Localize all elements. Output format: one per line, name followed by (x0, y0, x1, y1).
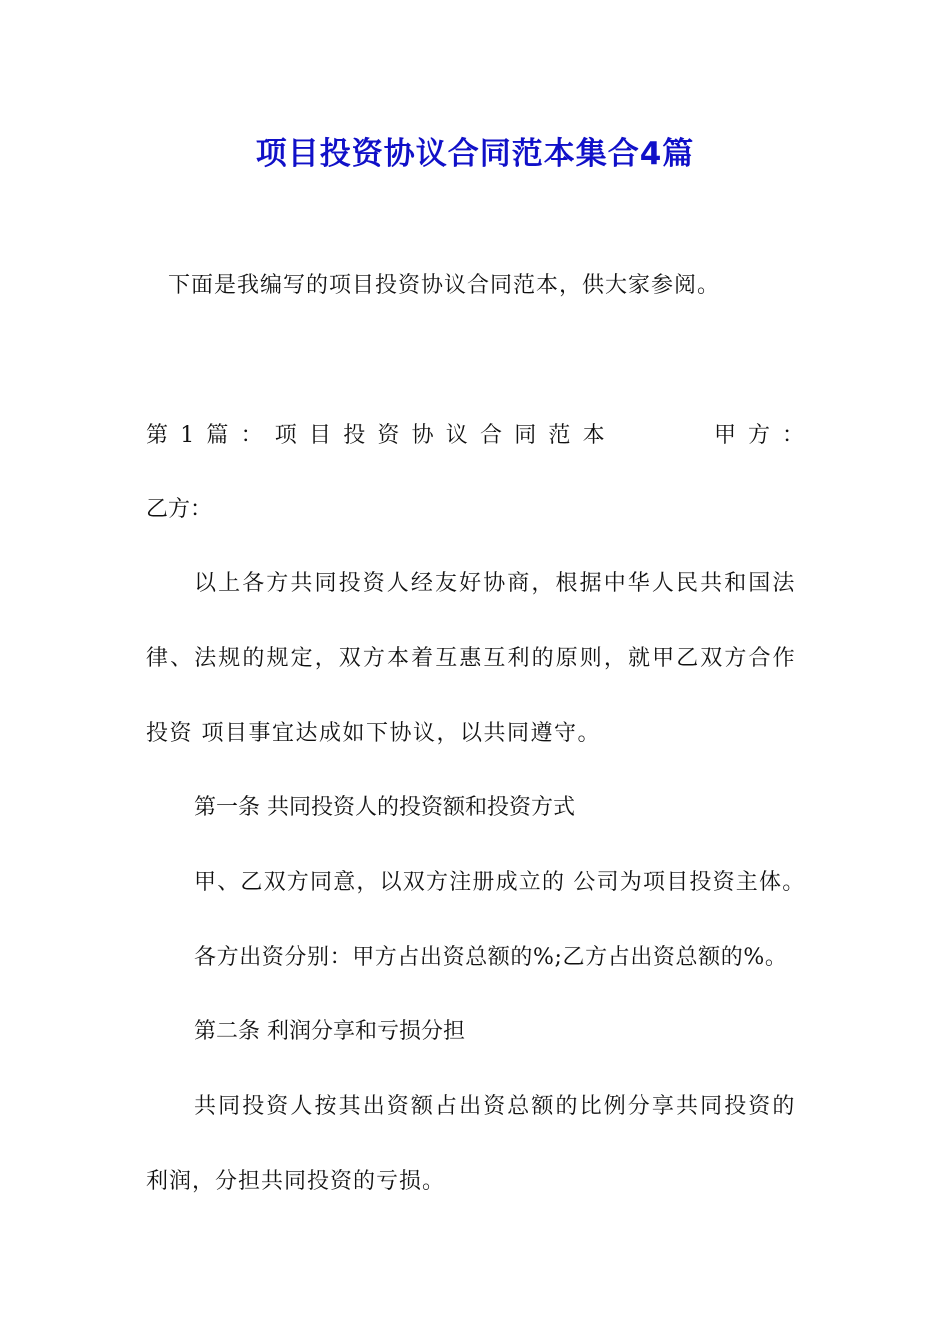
paragraph-line: 各方出资分别：甲方占出资总额的%;乙方占出资总额的%。 (194, 945, 788, 970)
article-2-title: 第二条 利润分享和亏损分担 (194, 1019, 465, 1044)
paragraph-line: 投资 项目事宜达成如下协议，以共同遵守。 (146, 721, 601, 746)
paragraph-line: 律、法规的规定，双方本着互惠互利的原则，就甲乙双方合作 (146, 646, 797, 671)
paragraph-line: 利润，分担共同投资的亏损。 (146, 1169, 446, 1194)
party-a-label: 甲方： (714, 423, 817, 448)
article-1-title: 第一条 共同投资人的投资额和投资方式 (194, 795, 575, 820)
document-title: 项目投资协议合同范本集合4篇 (255, 136, 695, 172)
paragraph-line: 共同投资人按其出资额占出资总额的比例分享共同投资的 (194, 1094, 797, 1119)
section-heading: 第1篇：项目投资协议合同范本 (146, 423, 617, 448)
party-b-label: 乙方： (146, 497, 213, 522)
intro-paragraph: 下面是我编写的项目投资协议合同范本，供大家参阅。 (168, 273, 721, 298)
paragraph-line: 以上各方共同投资人经友好协商，根据中华人民共和国法 (194, 571, 797, 596)
paragraph-line: 甲、乙双方同意，以双方注册成立的 公司为项目投资主体。 (194, 870, 806, 895)
